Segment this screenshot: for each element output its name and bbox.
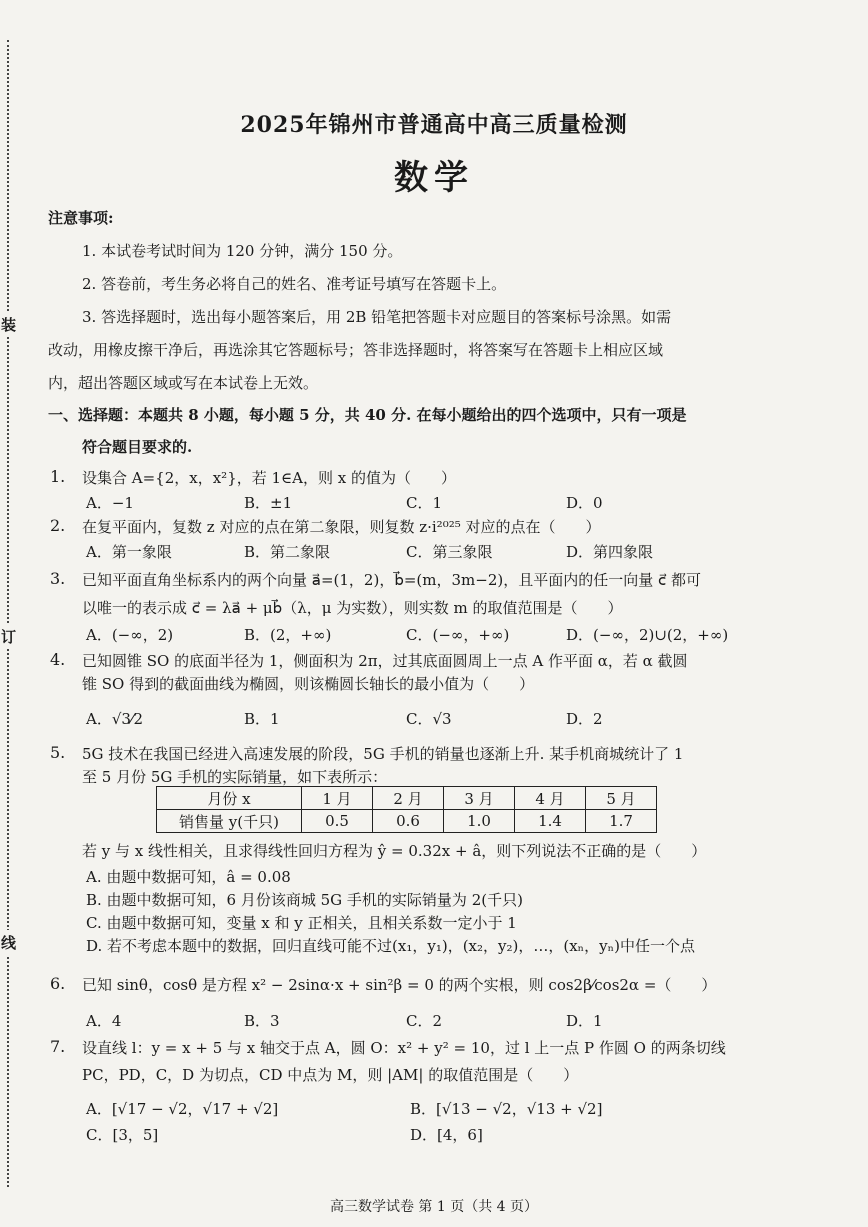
note-item-1: 1. 本试卷考试时间为 120 分钟，满分 150 分。	[82, 242, 403, 260]
question-stem: 已知圆锥 SO 的底面半径为 1，侧面积为 2π，过其底面圆周上一点 A 作平面 α，若 α 截圆	[82, 652, 688, 670]
option-d: D．0	[566, 494, 603, 512]
question-stem-cont: 以唯一的表示成 c⃗ = λa⃗ + μb⃗（λ，μ 为实数），则实数 m 的取值范围是（ ）	[82, 599, 623, 617]
page-footer: 高三数学试卷 第 1 页（共 4 页）	[329, 1199, 539, 1215]
table-cell: 1 月	[302, 787, 373, 810]
table-cell: 3 月	[444, 787, 515, 810]
option-d: D．[4，6]	[410, 1126, 483, 1144]
note-item-3-cont: 改动，用橡皮擦干净后，再选涂其它答题标号；答非选择题时，将答案写在答题卡上相应区域	[48, 341, 664, 359]
option-c: C．√3	[406, 710, 452, 728]
option-c: C．(−∞，+∞)	[406, 626, 510, 644]
binding-line	[7, 40, 9, 1187]
question-number: 2.	[50, 516, 66, 535]
table-row	[157, 787, 657, 810]
question-stem-cont: PC，PD，C，D 为切点，CD 中点为 M，则 |AM| 的取值范围是（ ）	[82, 1066, 579, 1084]
question-stem: 已知平面直角坐标系内的两个向量 a⃗=(1，2)，b⃗=(m，3m−2)，且平面内的任一向量 c⃗ 都可	[82, 571, 702, 589]
binding-mark-zhuang: 装	[1, 312, 16, 337]
option-c: C．1	[406, 494, 443, 512]
table-cell: 0.5	[302, 810, 373, 833]
table-cell: 1.4	[515, 810, 586, 833]
option-c: C．第三象限	[406, 543, 493, 561]
question-stem: 设集合 A={2，x，x²}，若 1∈A，则 x 的值为（ ）	[82, 469, 456, 487]
question-number: 4.	[50, 650, 66, 669]
option-b: B．[√13 − √2，√13 + √2]	[410, 1100, 603, 1118]
table-cell: 1.7	[586, 810, 657, 833]
option-a: A. 由题中数据可知，â = 0.08	[86, 868, 291, 886]
question-stem: 已知 sinθ，cosθ 是方程 x² − 2sinα·x + sin²β = 0 的两个实根，则 cos2β⁄cos2α =（ ）	[82, 976, 717, 994]
option-c: C．[3，5]	[86, 1126, 159, 1144]
option-a: A．(−∞，2)	[86, 626, 174, 644]
section-heading-cont: 符合题目要求的.	[82, 438, 193, 456]
table-row	[157, 810, 657, 833]
question-stem-cont: 锥 SO 得到的截面曲线为椭圆，则该椭圆长轴长的最小值为（ ）	[82, 675, 535, 693]
option-c: C．2	[406, 1012, 443, 1030]
note-item-3: 3. 答选择题时，选出每小题答案后，用 2B 铅笔把答题卡对应题目的答案标号涂黑。如需	[82, 308, 672, 326]
question-number: 1.	[50, 467, 66, 486]
binding-mark-ding: 订	[1, 624, 16, 649]
question-stem: 在复平面内，复数 z 对应的点在第二象限，则复数 z·i²⁰²⁵ 对应的点在（ ）	[82, 518, 601, 536]
question-stem: 5G 技术在我国已经进入高速发展的阶段，5G 手机的销量也逐渐上升. 某手机商城统计了 1	[82, 745, 684, 763]
table-cell: 5 月	[586, 787, 657, 810]
notes-heading: 注意事项:	[48, 209, 114, 227]
binding-mark-xian: 线	[1, 930, 16, 955]
option-d: D. 若不考虑本题中的数据，回归直线可能不过(x₁，y₁)，(x₂，y₂)，…，(xₙ，yₙ)中任一个点	[86, 937, 695, 955]
option-d: D．(−∞，2)∪(2，+∞)	[566, 626, 729, 644]
option-d: D．2	[566, 710, 603, 728]
option-d: D．1	[566, 1012, 603, 1030]
subject-title: 数学	[394, 158, 474, 198]
option-c: C. 由题中数据可知，变量 x 和 y 正相关，且相关系数一定小于 1	[86, 914, 517, 932]
table-cell: 2 月	[373, 787, 444, 810]
section-heading: 一、选择题：本题共 8 小题，每小题 5 分，共 40 分. 在每小题给出的四个选项中，只有一项是	[48, 406, 687, 424]
option-a: A．−1	[86, 494, 134, 512]
option-a: A．√3⁄2	[86, 710, 143, 728]
question-stem: 设直线 l：y = x + 5 与 x 轴交于点 A，圆 O：x² + y² = 10，过 l 上一点 P 作圆 O 的两条切线	[82, 1039, 726, 1057]
sales-table	[156, 786, 657, 833]
question-stem-cont: 至 5 月份 5G 手机的实际销量，如下表所示：	[82, 768, 388, 786]
option-a: A．4	[86, 1012, 122, 1030]
note-item-2: 2. 答卷前，考生务必将自己的姓名、准考证号填写在答题卡上。	[82, 275, 507, 293]
table-cell: 月份 x	[157, 787, 302, 810]
option-b: B．3	[244, 1012, 280, 1030]
option-b: B. 由题中数据可知，6 月份该商城 5G 手机的实际销量为 2(千只)	[86, 891, 523, 909]
table-cell: 销售量 y(千只)	[157, 810, 302, 833]
table-cell: 4 月	[515, 787, 586, 810]
option-d: D．第四象限	[566, 543, 654, 561]
table-cell: 0.6	[373, 810, 444, 833]
note-item-3-cont2: 内，超出答题区域或写在本试卷上无效。	[48, 374, 319, 392]
option-b: B．第二象限	[244, 543, 331, 561]
question-number: 7.	[50, 1037, 66, 1056]
option-b: B．1	[244, 710, 280, 728]
table-cell: 1.0	[444, 810, 515, 833]
exam-title: 2025年锦州市普通高中高三质量检测	[240, 112, 628, 138]
option-b: B．(2，+∞)	[244, 626, 332, 644]
question-number: 3.	[50, 569, 66, 588]
question-number: 6.	[50, 974, 66, 993]
question-stem-after-table: 若 y 与 x 线性相关，且求得线性回归方程为 ŷ = 0.32x + â，则下列说法不正确的是（ ）	[82, 842, 707, 860]
option-a: A．[√17 − √2，√17 + √2]	[86, 1100, 279, 1118]
option-b: B．±1	[244, 494, 293, 512]
question-number: 5.	[50, 743, 66, 762]
option-a: A．第一象限	[86, 543, 172, 561]
